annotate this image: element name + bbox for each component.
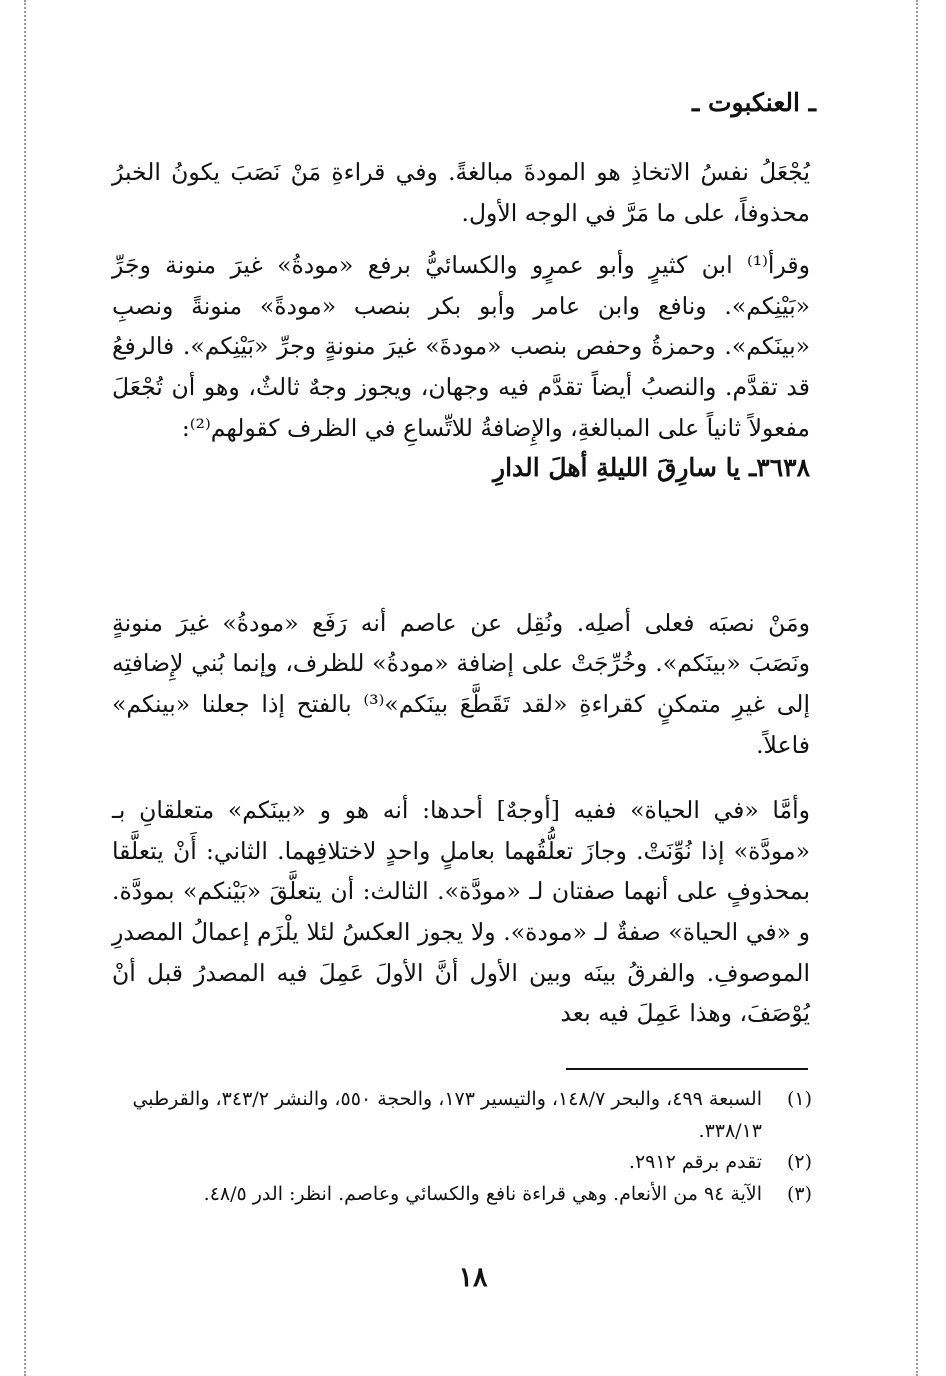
page-edge-right — [916, 0, 918, 1376]
footnote-number: (٣) — [786, 1182, 812, 1205]
footnote-text: الآية ٩٤ من الأنعام. وهي قراءة نافع والكسائي وعاصم. انظر: الدر ٤٨/٥. — [203, 1182, 762, 1205]
footnote — [112, 1084, 812, 1147]
footnote-number: (٢) — [786, 1151, 812, 1173]
running-header: ـ العنكبوت ـ — [691, 88, 816, 117]
footnote-number: (١) — [786, 1088, 812, 1110]
footnote-text: تقدم برقم ٢٩١٢. — [628, 1151, 762, 1173]
paragraph: وأمَّا «في الحياة» ففيه [أوجهٌ] أحدها: أنه هو و «بينَكم» متعلقانِ بـ «مودَّة» إذا نُوِّنَتْ. وجازَ تعلُّقُهما بعاملٍ واحدٍ لاختلافِهما. الثاني: أَنْ يتعلَّقا بمحذوفٍ على أنهما صفتان لـ «مودَّة». الثالث: أن يتعلَّقَ «بَيْنكم» بمودَّة. و «في الحياة» صفةٌ لـ «مودة». ولا يجوز العكسُ لئلا يلْزَم إعمالُ المصدرِ الموصوفِ. والفرقُ بينَه وبين الأول أنَّ الأولَ عَمِلَ فيه المصدرُ قبل أنْ يُوْصَفَ، وهذا عَمِلَ فيه بعد — [112, 796, 810, 1028]
footnote-separator — [566, 1068, 808, 1070]
page-edge-left — [24, 0, 26, 1376]
footnote — [112, 1179, 812, 1211]
main-text — [112, 152, 810, 1034]
paragraph: وقرأ⁽¹⁾ ابن كثيرٍ وأبو عمرٍو والكسائيُّ برفع «مودةُ» غيرَ منونة وجَرِّ «بَيْنِكم». ونافع وابن عامر وأبو بكر بنصب «مودةً» منونةً ونصبِ «بينَكم». وحمزةُ وحفص بنصب «مودةَ» غيرَ منونةٍ وجرِّ «بَيْنِكم». فالرفعُ قد تقدَّم. والنصبُ أيضاً تقدَّم فيه وجهان، ويجوز وجهٌ ثالثٌ، وهو أن تُجْعَلَ مفعولاً ثانياً على المبالغةِ، والإِضافةُ للاتِّساعِ في الظرف كقولهم⁽²⁾: — [112, 251, 810, 442]
page-number: ١٨ — [458, 1262, 488, 1293]
paragraph: ومَنْ نصبَه فعلى أصلِه. ونُقِل عن عاصم أنه رَفَع «مودةُ» غيرَ منونةٍ ونَصَبَ «بينَكم». وخُرِّجَتْ على إضافة «مودةُ» للظرف، وإنما بُني لإِضافتِه إلى غيرِ متمكنٍ كقراءةِ «لقد تَقَطَّعَ بينَكم»⁽³⁾ بالفتح إذا جعلنا «بينكم» فاعلاً. — [112, 608, 810, 759]
footnote — [112, 1147, 812, 1179]
footnote-text: السبعة ٤٩٩، والبحر ١٤٨/٧، والتيسير ١٧٣، والحجة ٥٥٠، والنشر ٣٤٣/٢، والقرطبي ٣٣٨/١٣. — [132, 1088, 762, 1142]
footnotes — [112, 1084, 812, 1210]
paragraph: يُجْعَلُ نفسُ الاتخاذِ هو المودةَ مبالغةً. وفي قراءةِ مَنْ نَصَبَ يكونُ الخبرُ محذوفاً، على ما مَرَّ في الوجه الأول. — [112, 158, 810, 227]
poetry-verse: ٣٦٣٨ـ يا سارِقَ الليلةِ أهلَ الدارِ — [493, 453, 810, 483]
